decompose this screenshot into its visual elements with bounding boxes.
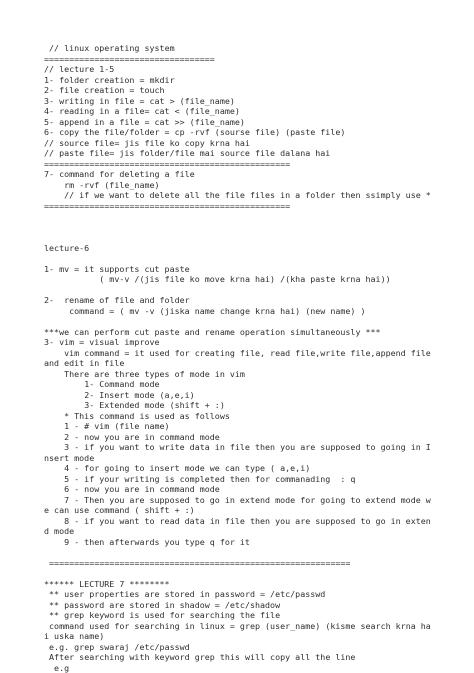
document-line: * This command is used as follows: [44, 411, 434, 422]
document-line: ** password are stored in shadow = /etc/shadow: [44, 600, 434, 611]
document-line: ****** LECTURE 7 ********: [44, 579, 434, 590]
document-line: // source file= jis file ko copy krna hai: [44, 138, 434, 149]
document-line: ** user properties are stored in password = /etc/passwd: [44, 589, 434, 600]
document-line: vim command = it used for creating file, read file,write file,append file and edit in file: [44, 348, 434, 369]
document-line: // if we want to delete all the file files in a folder then ssimply use *: [44, 190, 434, 201]
document-line: 7 - Then you are supposed to go in extend mode for going to extend mode we can use command ( shift + :): [44, 495, 434, 516]
document-line: ( mv-v /(jis file ko move krna hai) /(kha paste krna hai)): [44, 274, 434, 285]
document-line: 2- rename of file and folder: [44, 295, 434, 306]
document-line: [44, 285, 434, 296]
document-line: 1- Command mode: [44, 379, 434, 390]
document-line: [44, 568, 434, 579]
document-line: command used for searching in linux = grep (user_name) (kisme search krna hai uska name): [44, 621, 434, 642]
document-line: There are three types of mode in vim: [44, 369, 434, 380]
document-line: [44, 211, 434, 222]
document-line: command = ( mv -v (jiska name change krna hai) (new name) ): [44, 306, 434, 317]
document-line: [44, 253, 434, 264]
document-line: 2 - now you are in command mode: [44, 432, 434, 443]
document-line: // paste file= jis folder/file mai source file dalana hai: [44, 148, 434, 159]
document-line: 5- append in a file = cat >> (file_name): [44, 117, 434, 128]
document-line: =================================================: [44, 201, 434, 212]
document-line: // linux operating system: [44, 43, 434, 54]
document-line: 2- Insert mode (a,e,i): [44, 390, 434, 401]
document-line: 6- copy the file/folder = cp -rvf (sourse file) (paste file): [44, 127, 434, 138]
document-line: ============================================================: [44, 558, 434, 569]
document-line: =================================================: [44, 159, 434, 170]
document-line: ==================================: [44, 54, 434, 65]
document-line: 1- mv = it supports cut paste: [44, 264, 434, 275]
document-line: [44, 232, 434, 243]
document-line: 2- file creation = touch: [44, 85, 434, 96]
document-line: // lecture 1-5: [44, 64, 434, 75]
document-line: 1- folder creation = mkdir: [44, 75, 434, 86]
document-line: 4- reading in a file= cat < (file_name): [44, 106, 434, 117]
document-line: 1 - # vim (file name): [44, 421, 434, 432]
document-line: 4 - for going to insert mode we can type ( a,e,i): [44, 463, 434, 474]
document-line: [44, 547, 434, 558]
document-body: [44, 43, 434, 673]
document-line: [44, 222, 434, 233]
document-line: 5 - if your writing is completed then for commanading : q: [44, 474, 434, 485]
document-line: [44, 316, 434, 327]
document-line: 3- Extended mode (shift + :): [44, 400, 434, 411]
document-line: 3 - if you want to write data in file then you are supposed to going in Insert mode: [44, 442, 434, 463]
document-line: 3- vim = visual improve: [44, 337, 434, 348]
document-line: 8 - if you want to read data in file then you are supposed to go in extend mode: [44, 516, 434, 537]
document-line: After searching with keyword grep this will copy all the line: [44, 652, 434, 663]
document-line: 3- writing in file = cat > (file_name): [44, 96, 434, 107]
document-line: lecture-6: [44, 243, 434, 254]
document-line: e.g: [44, 663, 434, 673]
document-line: ** grep keyword is used for searching the file: [44, 610, 434, 621]
document-line: rm -rvf (file_name): [44, 180, 434, 191]
document-line: 9 - then afterwards you type q for it: [44, 537, 434, 548]
document-line: 7- command for deleting a file: [44, 169, 434, 180]
document-line: ***we can perform cut paste and rename operation simultaneously ***: [44, 327, 434, 338]
document-line: 6 - now you are in command mode: [44, 484, 434, 495]
document-line: e.g. grep swaraj /etc/passwd: [44, 642, 434, 653]
